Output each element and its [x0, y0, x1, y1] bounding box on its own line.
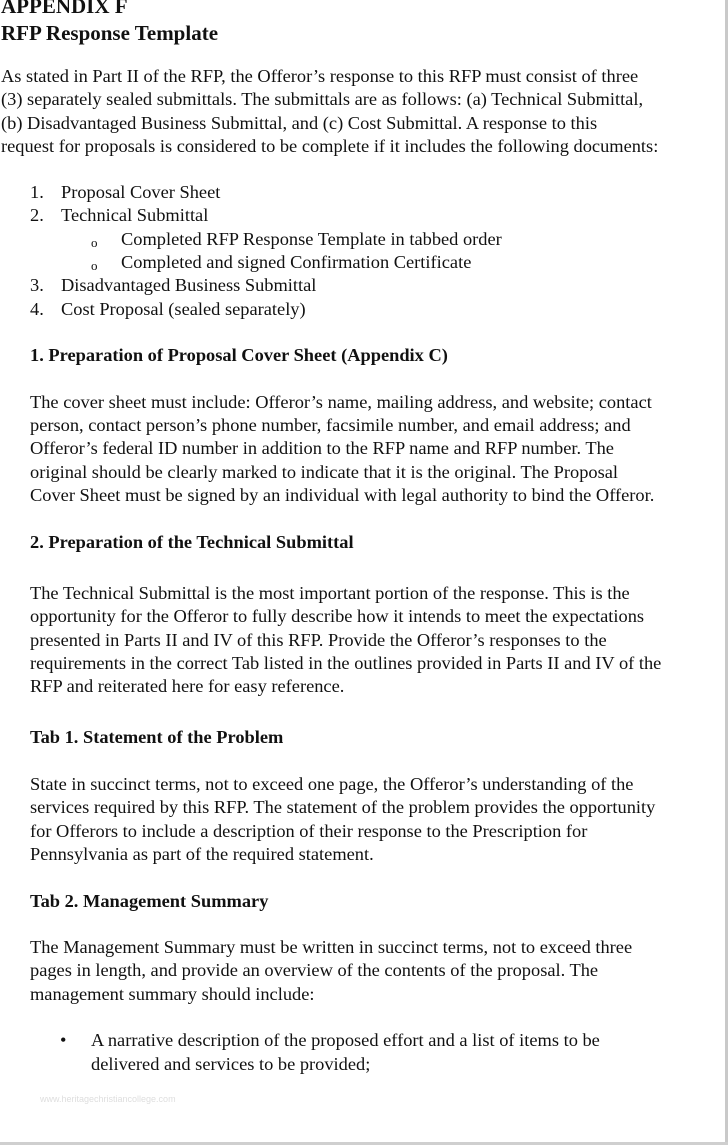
intro-paragraph: [0, 65, 728, 158]
bullet-line: A narrative description of the proposed effort and a list of items to be: [91, 1030, 600, 1051]
paragraph-line: management summary should include:: [30, 983, 315, 1004]
section-heading-cover-sheet: 1. Preparation of Proposal Cover Sheet (Appendix C): [30, 345, 448, 366]
intro-line: request for proposals is considered to be complete if it includes the following documents:: [1, 135, 659, 156]
list-item: [0, 204, 728, 227]
circle-bullet-icon: o: [91, 234, 98, 250]
sub-list-item: [0, 228, 728, 251]
paragraph-line: The cover sheet must include: Offeror’s name, mailing address, and website; contact: [30, 391, 652, 412]
section-heading-tab1: Tab 1. Statement of the Problem: [30, 727, 284, 748]
list-item-label: Cost Proposal (sealed separately): [61, 298, 306, 319]
technical-paragraph: [30, 582, 728, 698]
watermark-text: www.heritagechristiancollege.com: [40, 1094, 176, 1104]
paragraph-line: The Management Summary must be written in succinct terms, not to exceed three: [30, 937, 633, 958]
paragraph-line: for Offerors to include a description of their response to the Prescription for: [30, 820, 588, 841]
paragraph-line: State in succinct terms, not to exceed one page, the Offeror’s understanding of the: [30, 774, 634, 795]
section-heading-tab2: Tab 2. Management Summary: [30, 890, 269, 911]
paragraph-line: person, contact person’s phone number, facsimile number, and email address; and: [30, 415, 631, 436]
paragraph-line: opportunity for the Offeror to fully describe how it intends to meet the expectations: [30, 606, 645, 627]
tab2-paragraph: [30, 936, 728, 1006]
page-title: RFP Response Template: [1, 21, 219, 45]
paragraph-line: requirements in the correct Tab listed in the outlines provided in Parts II and IV of the: [30, 652, 662, 673]
intro-line: (b) Disadvantaged Business Submittal, and (c) Cost Submittal. A response to this: [1, 112, 598, 133]
paragraph-line: presented in Parts II and IV of this RFP. Provide the Offeror’s responses to the: [30, 629, 607, 650]
paragraph-line: Offeror’s federal ID number in addition to the RFP name and RFP number. The: [30, 438, 614, 459]
appendix-label: APPENDIX F: [1, 0, 128, 18]
list-item: [0, 181, 728, 204]
list-item: [0, 274, 728, 297]
bullet-icon: •: [60, 1030, 67, 1051]
sub-list-item: [0, 251, 728, 274]
list-number: 4.: [30, 298, 44, 319]
paragraph-line: pages in length, and provide an overview of the contents of the proposal. The: [30, 960, 599, 981]
sub-list-item-label: Completed RFP Response Template in tabbed order: [121, 228, 502, 249]
list-number: 2.: [30, 205, 44, 226]
list-item-label: Technical Submittal: [61, 205, 209, 226]
intro-line: (3) separately sealed submittals. The submittals are as follows: (a) Technical Submittal,: [1, 89, 644, 110]
list-item-label: Proposal Cover Sheet: [61, 182, 221, 203]
intro-line: As stated in Part II of the RFP, the Offeror’s response to this RFP must consist of three: [1, 66, 639, 86]
cover-sheet-paragraph: [30, 391, 728, 507]
paragraph-line: RFP and reiterated here for easy reference.: [30, 676, 345, 697]
technical-submittal-sublist: [0, 228, 728, 275]
sub-list-item-label: Completed and signed Confirmation Certificate: [121, 252, 472, 273]
paragraph-line: services required by this RFP. The statement of the problem provides the opportunity: [30, 797, 656, 818]
bullet-line: delivered and services to be provided;: [91, 1053, 371, 1074]
list-number: 3.: [30, 275, 44, 296]
list-item: [0, 298, 728, 321]
bullet-list-item: [0, 1029, 728, 1076]
paragraph-line: Cover Sheet must be signed by an individual with legal authority to bind the Offeror.: [30, 485, 655, 506]
circle-bullet-icon: o: [91, 258, 98, 274]
required-documents-list: [0, 181, 728, 321]
paragraph-line: original should be clearly marked to indicate that it is the original. The Proposal: [30, 461, 619, 482]
paragraph-line: The Technical Submittal is the most important portion of the response. This is the: [30, 582, 630, 603]
list-number: 1.: [30, 182, 44, 203]
list-item-label: Disadvantaged Business Submittal: [61, 275, 317, 296]
paragraph-line: Pennsylvania as part of the required statement.: [30, 843, 374, 864]
tab1-paragraph: [30, 773, 728, 866]
section-heading-technical: 2. Preparation of the Technical Submittal: [30, 531, 354, 552]
